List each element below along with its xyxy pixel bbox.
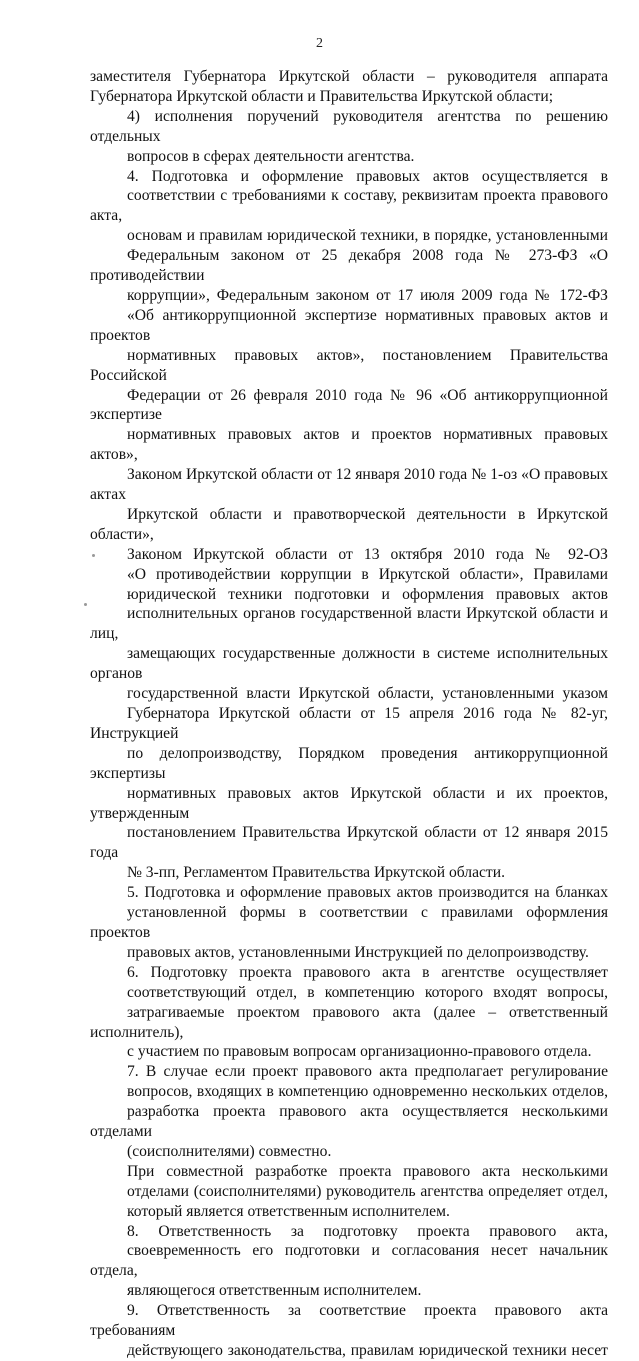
text-line: нормативных правовых актов Иркутской области и их проектов, утвержденным xyxy=(90,784,608,822)
text-line: 9. Ответственность за соответствие проекта правового акта требованиям xyxy=(90,1302,608,1340)
text-line: государственной власти Иркутской области, установленными указом xyxy=(127,685,608,703)
document-body xyxy=(90,67,608,1361)
paragraph-8-responsibility xyxy=(90,1222,608,1302)
text-line: Иркутской области и правотворческой деятельности в Иркутской области», xyxy=(90,505,608,543)
text-line: При совместной разработке проекта правового акта несколькими xyxy=(127,1162,608,1180)
paragraph-9-compliance xyxy=(90,1301,608,1361)
text-line: который является ответственным исполнителем. xyxy=(127,1202,450,1220)
text-line: вопросов, входящих в компетенцию одновременно нескольких отделов, xyxy=(127,1083,608,1101)
text-line: действующего законодательства, правилам юридической техники несет xyxy=(127,1342,608,1359)
text-line: с участием по правовым вопросам организационно-правового отдела. xyxy=(127,1043,592,1061)
text-line: заместителя Губернатора Иркутской области – руководителя аппарата xyxy=(90,68,608,85)
text-line: исполнительных органов государственной власти Иркутской области и лиц, xyxy=(90,605,608,643)
text-line: Губернатора Иркутской области и Правительства Иркутской области; xyxy=(90,87,554,105)
text-line: № 3-пп, Регламентом Правительства Иркутской области. xyxy=(127,864,505,882)
text-line: соответствии с требованиями к составу, реквизитам проекта правового акта, xyxy=(90,187,608,225)
paragraph-7-joint-development xyxy=(90,1062,608,1162)
text-line: своевременность его подготовки и согласования несет начальник отдела, xyxy=(90,1242,608,1280)
text-line: правовых актов, установленными Инструкцией по делопроизводству. xyxy=(127,943,589,961)
text-line: соответствующий отдел, в компетенцию которого входят вопросы, xyxy=(127,983,608,1001)
text-line: Законом Иркутской области от 13 октября 2010 года № 92-ОЗ xyxy=(127,545,608,563)
text-line: замещающих государственные должности в системе исполнительных органов xyxy=(90,645,608,683)
text-line: 8. Ответственность за подготовку проекта правового акта, xyxy=(127,1222,608,1240)
text-line: (соисполнителями) совместно. xyxy=(127,1142,332,1160)
text-line: Федеральным законом от 25 декабря 2008 года № 273-ФЗ «О противодействии xyxy=(90,247,608,285)
text-line: Федерации от 26 февраля 2010 года № 96 «Об антикоррупционной экспертизе xyxy=(90,386,608,424)
text-line: являющегося ответственным исполнителем. xyxy=(127,1282,422,1300)
text-line: 6. Подготовку проекта правового акта в агентстве осуществляет xyxy=(127,963,608,981)
text-line: по делопроизводству, Порядком проведения антикоррупционной экспертизы xyxy=(90,744,608,782)
text-line: коррупции», Федеральным законом от 17 июля 2009 года № 172-ФЗ xyxy=(127,286,608,304)
paragraph-item-4-orders xyxy=(90,107,608,167)
paragraph-6-responsible-department xyxy=(90,963,608,1063)
text-line: «О противодействии коррупции в Иркутской области», Правилами xyxy=(127,565,608,583)
text-line: 4) исполнения поручений руководителя агентства по решению отдельных xyxy=(90,107,608,145)
text-line: затрагиваемые проектом правового акта (далее – ответственный исполнитель), xyxy=(90,1003,608,1041)
text-line: вопросов в сферах деятельности агентства. xyxy=(127,147,415,165)
text-line: «Об антикоррупционной экспертизе нормативных правовых актов и проектов xyxy=(90,306,608,344)
text-line: отделами (соисполнителями) руководитель агентства определяет отдел, xyxy=(127,1182,608,1200)
text-line: разработка проекта правового акта осуществляется несколькими отделами xyxy=(90,1103,608,1141)
text-line: юридической техники подготовки и оформления правовых актов xyxy=(127,585,608,603)
text-line: постановлением Правительства Иркутской области от 12 января 2015 года xyxy=(90,824,608,862)
text-line: 4. Подготовка и оформление правовых актов осуществляется в xyxy=(127,167,608,185)
text-line: установленной формы в соответствии с правилами оформления проектов xyxy=(90,904,608,941)
text-line: нормативных правовых актов», постановлением Правительства Российской xyxy=(90,346,608,384)
paragraph-deputy-governor xyxy=(90,67,608,107)
paragraph-5-forms xyxy=(90,883,608,963)
text-line: Законом Иркутской области от 12 января 2010 года № 1-оз «О правовых актах xyxy=(90,466,608,504)
text-line: 5. Подготовка и оформление правовых актов производится на бланках xyxy=(127,884,608,902)
scan-speck xyxy=(84,603,87,606)
text-line: 7. В случае если проект правового акта предполагает регулирование xyxy=(127,1063,608,1081)
text-line: Губернатора Иркутской области от 15 апреля 2016 года № 82-уг, Инструкцией xyxy=(90,705,608,742)
paragraph-co-executors xyxy=(90,1162,608,1222)
text-line: нормативных правовых актов и проектов нормативных правовых актов», xyxy=(90,426,608,464)
page-number: 2 xyxy=(316,36,323,51)
text-line: основам и правилам юридической техники, в порядке, установленными xyxy=(127,227,608,245)
scan-speck xyxy=(92,554,95,557)
paragraph-4-preparation-requirements xyxy=(90,167,608,884)
